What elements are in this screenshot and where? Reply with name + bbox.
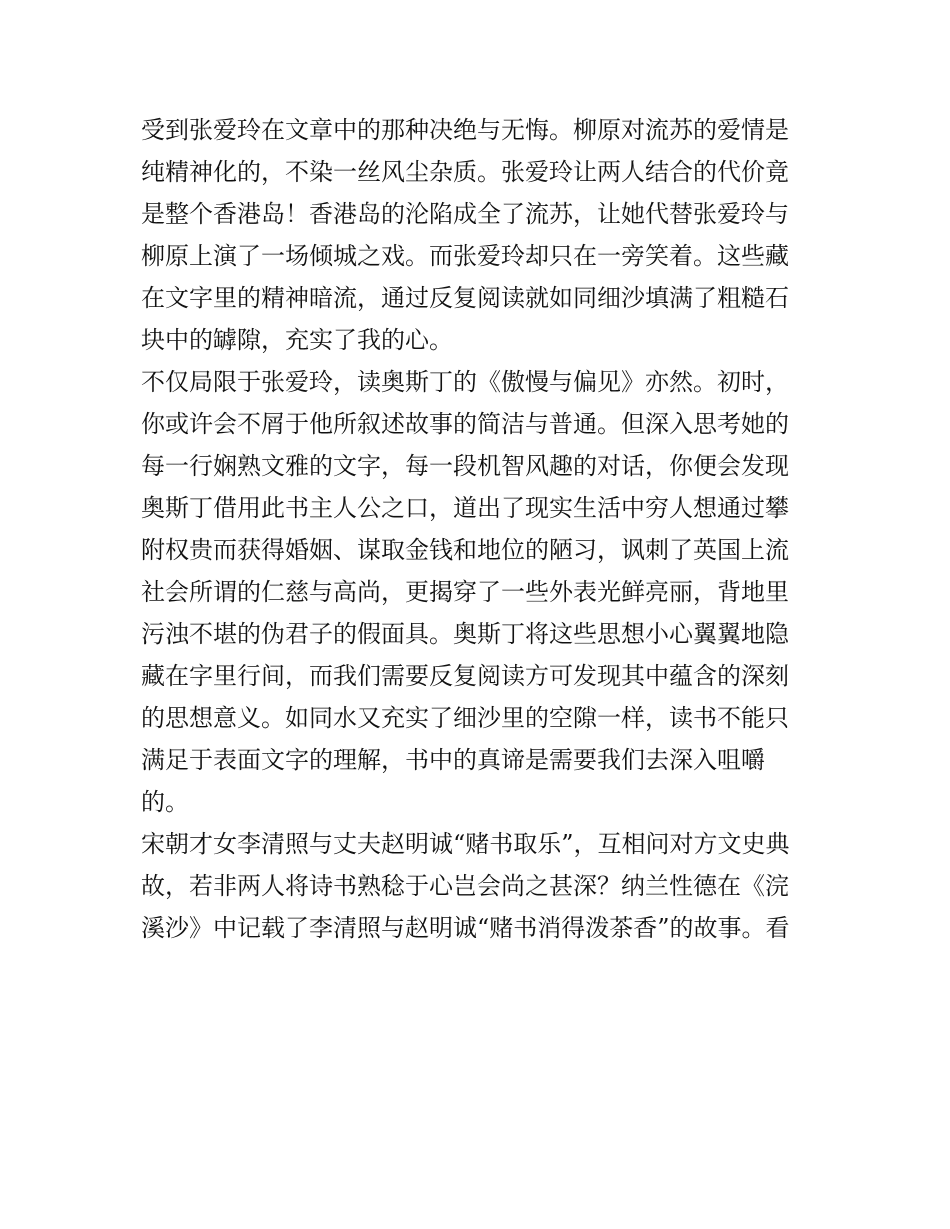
text-line: 故，若非两人将诗书熟稔于心岂会尚之甚深？纳兰性德在《浣 [141,872,789,900]
essay-text [141,109,813,949]
text-line: 的。 [141,788,189,816]
text-line: 附权贵而获得婚姻、谋取金钱和地位的陋习，讽刺了英国上流 [141,536,789,564]
text-line: 藏在字里行间，而我们需要反复阅读方可发现其中蕴含的深刻 [141,662,789,690]
text-line: 社会所谓的仁慈与高尚，更揭穿了一些外表光鲜亮丽，背地里 [141,578,789,606]
text-line: 宋朝才女李清照与丈夫赵明诚“赌书取乐”，互相问对方文史典 [141,830,790,858]
text-line: 柳原上演了一场倾城之戏。而张爱玲却只在一旁笑着。这些藏 [141,242,789,270]
text-line: 块中的罅隙，充实了我的心。 [141,326,453,354]
text-line: 奥斯丁借用此书主人公之口，道出了现实生活中穷人想通过攀 [141,494,789,522]
text-line: 纯精神化的，不染一丝风尘杂质。张爱玲让两人结合的代价竟 [141,158,789,186]
text-line: 是整个香港岛！香港岛的沦陷成全了流苏，让她代替张爱玲与 [141,200,789,228]
text-line: 每一行娴熟文雅的文字，每一段机智风趣的对话，你便会发现 [141,452,789,480]
text-line: 在文字里的精神暗流，通过反复阅读就如同细沙填满了粗糙石 [141,284,789,312]
text-line: 不仅局限于张爱玲，读奥斯丁的《傲慢与偏见》亦然。初时， [141,368,789,396]
text-line: 溪沙》中记载了李清照与赵明诚“赌书消得泼茶香”的故事。看 [141,914,790,942]
text-line: 的思想意义。如同水又充实了细沙里的空隙一样，读书不能只 [141,704,789,732]
text-line: 受到张爱玲在文章中的那种决绝与无悔。柳原对流苏的爱情是 [141,116,789,144]
text-line: 满足于表面文字的理解，书中的真谛是需要我们去深入咀嚼 [141,746,765,774]
text-line: 你或许会不屑于他所叙述故事的简洁与普通。但深入思考她的 [141,410,789,438]
text-line: 污浊不堪的伪君子的假面具。奥斯丁将这些思想小心翼翼地隐 [141,620,789,648]
